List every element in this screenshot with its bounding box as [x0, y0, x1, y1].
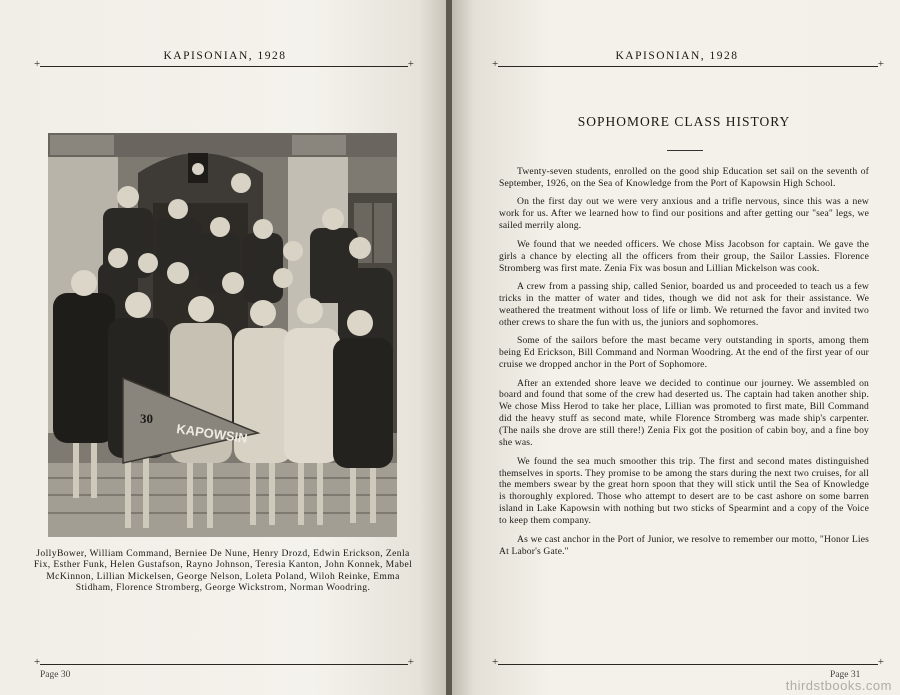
paragraph: As we cast anchor in the Port of Junior, we resolve to remember our motto, "Honor Lies At Labor's Gate."	[499, 533, 869, 557]
paragraph: On the first day out we were very anxious and a trifle nervous, since this was a new work for us. After we learned how to find our positions and after getting our "sea" legs, we sailed merrily along.	[499, 196, 869, 232]
paragraph: A crew from a passing ship, called Senior, boarded us and proceeded to teach us a few tricks in the matter of water and tides, though we did not ask for their assistance. We weathered the treatment without loss of life or limb. We returned the favor and invited two other crews to share the fun with us, the juniors and sophomores.	[499, 281, 869, 328]
bottom-rule-right	[498, 664, 878, 665]
pennant-label: KAPOWSIN	[175, 421, 249, 446]
left-page	[0, 0, 446, 695]
folio-right: Page 31	[830, 670, 861, 680]
top-rule-right	[498, 66, 878, 67]
class-photo-illustration	[48, 133, 397, 537]
top-rule-left	[40, 66, 408, 67]
paragraph: We found that we needed officers. We chose Miss Jacobson for captain. We gave the girls a chance by electing all the officers from their group, the Sailor Lassies. Florence Stromberg was first mate. Zenia Fix was bosun and Lillian Mickelson was cook.	[499, 238, 869, 274]
paragraph: We found the sea much smoother this trip. The first and second mates distinguished themselves in sports. They promise to be among the stars during the next two cruises, for all the members swear by the great horn spoon that they will stick until the Sea of Knowledge is thoroughly explored. Those who attempt to desert are to be cast ashore on some barren island in Lake Kapowsin with nothing but two sticks of Spearmint and a copy of the Voice to keep them company.	[499, 455, 869, 527]
bottom-rule-left	[40, 664, 408, 665]
class-history-text	[499, 166, 869, 564]
paragraph: Twenty-seven students, enrolled on the good ship Education set sail on the seventh of September, 1926, on the Sea of Knowledge from the Port of Kapowsin High School.	[499, 166, 869, 189]
photo-caption: JollyBower, William Command, Berniee De Nune, Henry Drozd, Edwin Erickson, Zenla Fix, Esther Funk, Helen Gustafson, Rayno Johnson, Teresia Kanton, John Konnek, Mabel McKinnon, Lillian Mickelsen, George Nelson, Loleta Poland, Wiloh Reinke, Emma Stidham, Florence Stromberg, George Wickstrom, Norman Woodring.	[33, 548, 413, 594]
title-underline	[667, 150, 703, 151]
paragraph: After an extended shore leave we decided to continue our journey. We assembled on board and found that some of the crew had deserted us. The captain had taken another ship. We chose Miss Herod to take her place, Lillian was promoted to first mate, Bill Command did the heavy stuff as second mate, while Florence Stromberg was made ship's carpenter. (The nails she drove are still there!) Zenia Fix got the position of cabin boy, and a fine boy she was.	[499, 377, 869, 449]
running-head-left: KAPISONIAN, 1928	[163, 50, 287, 62]
page-title: SOPHOMORE CLASS HISTORY	[577, 114, 791, 129]
folio-left: Page 30	[40, 670, 71, 680]
running-head-right: KAPISONIAN, 1928	[615, 50, 739, 62]
watermark: thirdstbooks.com	[785, 678, 892, 693]
class-photo	[48, 133, 397, 537]
paragraph: Some of the sailors before the mast became very outstanding in sports, among them being Ed Erickson, Bill Command and Norman Woodring. At the end of the first year of our cruise we dropped anchor in the Port of Sophomore.	[499, 335, 869, 371]
pennant-year: 30	[140, 411, 153, 426]
